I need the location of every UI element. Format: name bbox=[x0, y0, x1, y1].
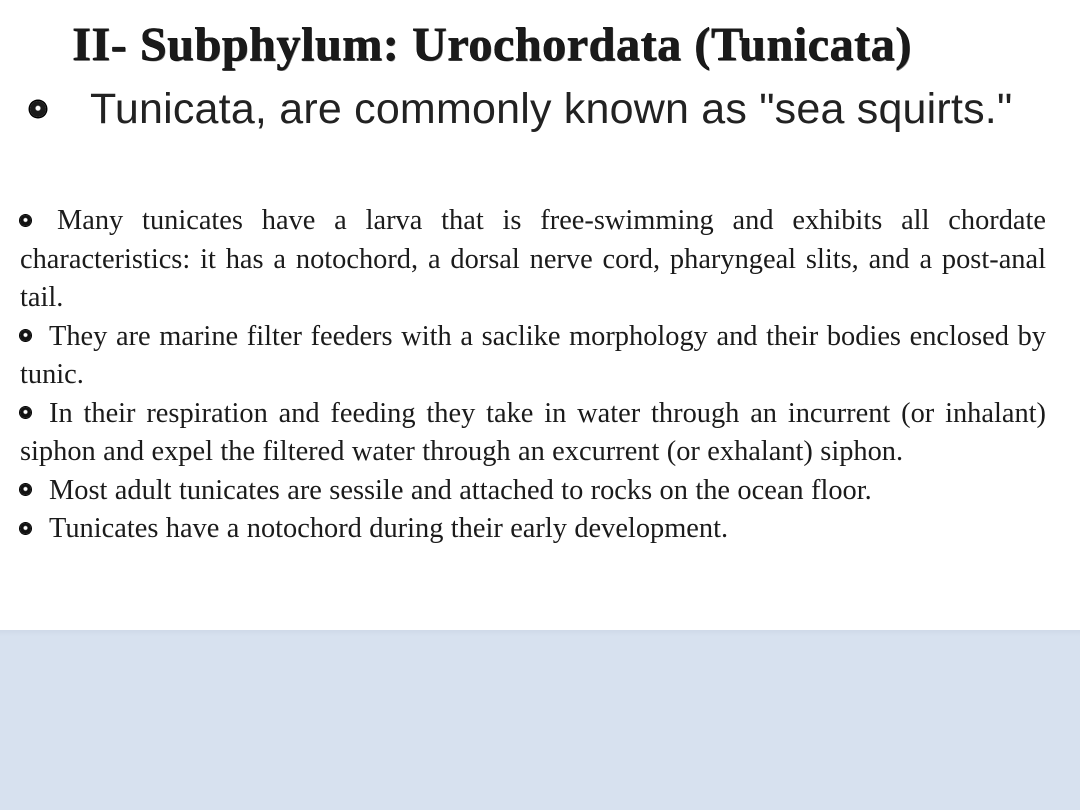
bottom-band bbox=[0, 630, 1080, 810]
bullet-icon bbox=[20, 215, 31, 226]
bullet-text: Many tunicates have a larva that is free-swimming and exhibits all chordate characteristics: it has a notochord, a dorsal nerve cord, pharyngeal slits, and a post-anal tail. bbox=[20, 205, 1046, 313]
bullet-item bbox=[20, 202, 1046, 318]
bullet-item bbox=[20, 395, 1046, 472]
bullet-list bbox=[20, 202, 1046, 549]
bullet-icon bbox=[20, 407, 31, 418]
bullet-item bbox=[20, 472, 1046, 511]
bullet-text: Tunicates have a notochord during their early development. bbox=[49, 513, 729, 544]
bullet-icon bbox=[20, 330, 31, 341]
bullet-text: In their respiration and feeding they take in water through an incurrent (or inhalant) siphon and expel the filtered water through an excurrent (or exhalant) siphon. bbox=[20, 397, 1046, 467]
subtitle-text: Tunicata, are commonly known as "sea squirts." bbox=[90, 85, 1013, 133]
bullet-item bbox=[20, 318, 1046, 395]
bullet-icon bbox=[20, 484, 31, 495]
slide-title: II- Subphylum: Urochordata (Tunicata) bbox=[72, 18, 912, 71]
subtitle-row bbox=[30, 83, 1060, 141]
bullet-icon bbox=[30, 101, 46, 117]
bullet-text: They are marine filter feeders with a saclike morphology and their bodies enclosed by tunic. bbox=[20, 320, 1046, 390]
bullet-item bbox=[20, 510, 1046, 549]
bullet-text: Most adult tunicates are sessile and attached to rocks on the ocean floor. bbox=[49, 474, 872, 506]
bullet-icon bbox=[20, 523, 31, 534]
